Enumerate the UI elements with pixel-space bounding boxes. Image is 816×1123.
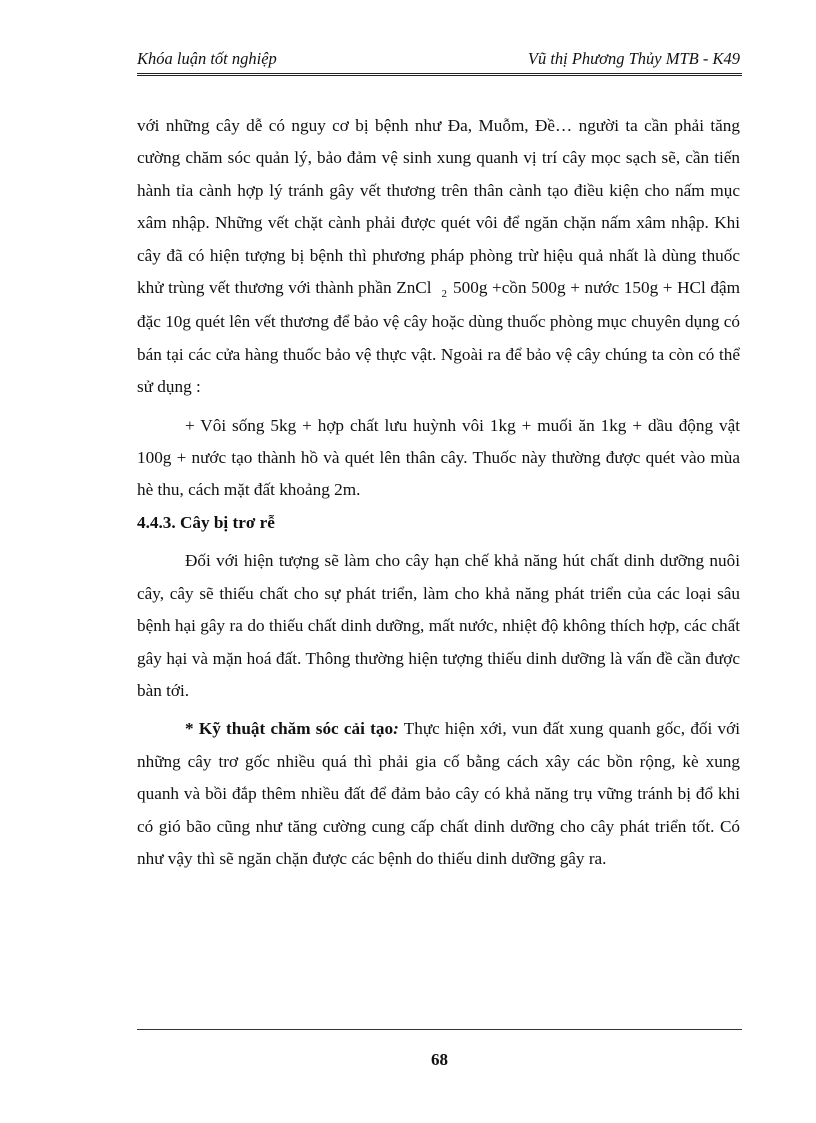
paragraph-root-exposure: Đối với hiện tượng sẽ làm cho cây hạn chế khả năng hút chất dinh dưỡng nuôi cây, cây sẽ thiếu chất cho sự phát triển, làm cho khả năng phát triển của các loại sâu bệnh hại gây ra do thiếu chất dinh dưỡng, mất nước, nhiệt độ không thích hợp, các chất gây hại và mặn hoá đất. Thông thường hiện tượng thiếu dinh dưỡng là vấn đề cần được bàn tới. [137, 551, 740, 700]
page-number: 68 [431, 1050, 448, 1069]
paragraph-treatment [137, 110, 740, 404]
subscript-2: 2 [441, 288, 448, 301]
footer-rule [137, 1029, 742, 1030]
page-header [137, 47, 742, 76]
paragraph-care-technique [137, 713, 740, 875]
header-thesis-title: Khóa luận tốt nghiệp [137, 49, 277, 68]
paragraph-treatment-text: với những cây dễ có nguy cơ bị bệnh như Đa, Muỗm, Đề… người ta cần phải tăng cường chăm sóc quản lý, bảo đảm vệ sinh xung quanh vị trí cây mọc sạch sẽ, cần tiến hành tỉa cành hợp lý tránh gây vết thương trên thân cành tạo điều kiện cho nấm mục xâm nhập. Những vết chặt cành phải được quét vôi để ngăn chặn nấm xâm nhập. Khi cây đã có hiện tượng bị bệnh thì phương pháp phòng trừ hiệu quả nhất là dùng thuốc khử trùng vết thương với thành phần ZnCl [137, 116, 740, 298]
header-author: Vũ thị Phương Thủy MTB - K49 [527, 49, 740, 68]
paragraph-recipe: + Vôi sống 5kg + hợp chất lưu huỳnh vôi 1kg + muối ăn 1kg + dầu động vật 100g + nước tạo thành hồ và quét lên thân cây. Thuốc này thường được quét vào mùa hè thu, cách mặt đất khoảng 2m. [137, 415, 740, 500]
care-technique-label: * Kỹ thuật chăm sóc cải tạo [185, 719, 394, 739]
document-body [137, 110, 740, 875]
care-technique-text: Thực hiện xới, vun đất xung quanh gốc, đối với những cây trơ gốc nhiều quá thì phải gia cố bằng cách xây các bồn rộng, kè xung quanh và bồi đắp thêm nhiều đất để đảm bảo cây có khả năng trụ vững tránh bị đổ khi có gió bão cũng như tăng cường cung cấp chất dinh dưỡng cho cây phát triển tốt. Có như vậy thì sẽ ngăn chặn được các bệnh do thiếu dinh dưỡng gây ra. [137, 719, 741, 868]
paragraph-treatment-text-cont: 500g +cồn 500g + nước 150g + HCl đậm đặc 10g quét lên vết thương để bảo vệ cây hoặc dùng thuốc phòng mục chuyên dụng có bán tại các cửa hàng thuốc bảo vệ thực vật. Ngoài ra để bảo vệ cây chúng ta còn có thể sử dụng : [137, 278, 740, 397]
section-heading: 4.4.3. Cây bị trơ rễ [137, 512, 275, 532]
care-technique-colon: : [393, 719, 399, 739]
